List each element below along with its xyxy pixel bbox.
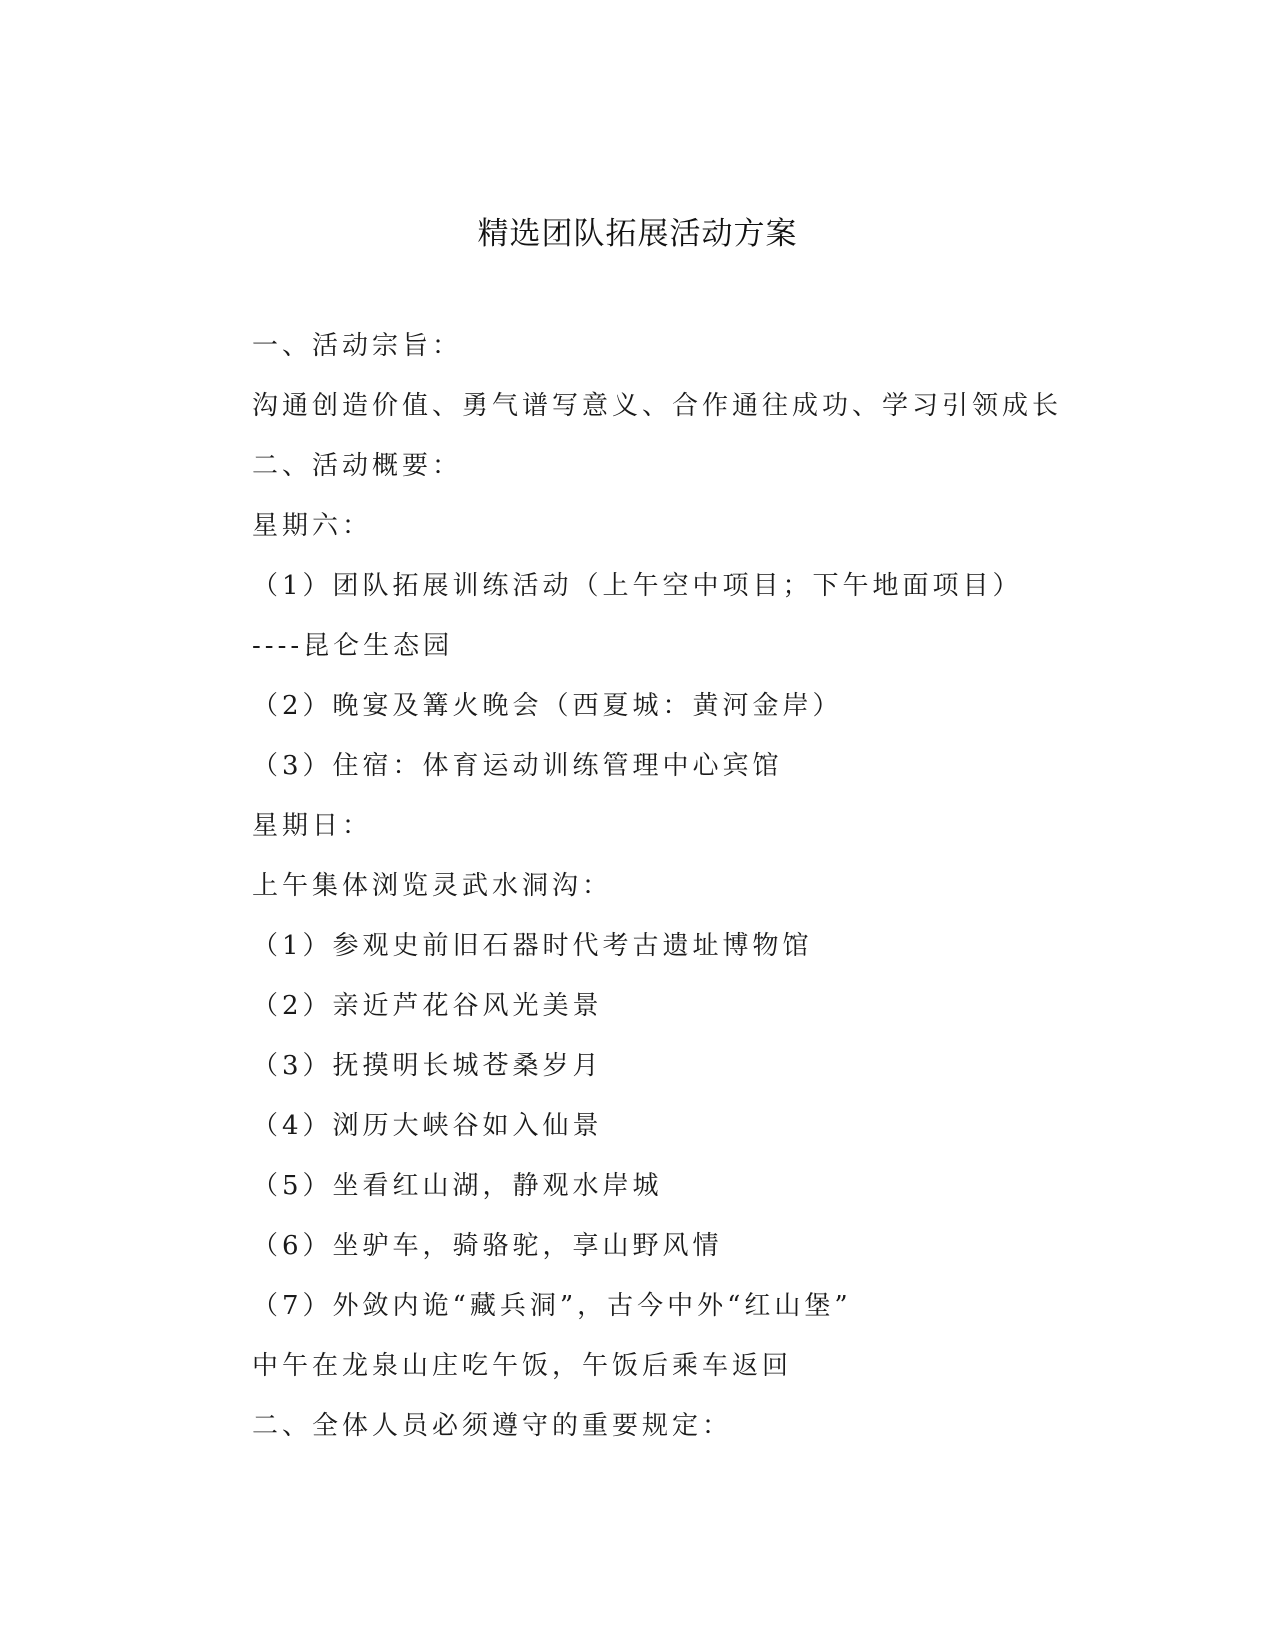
document-title: 精选团队拓展活动方案 — [477, 216, 798, 252]
list-item: （1）参观史前旧石器时代考古遗址博物馆 — [252, 931, 813, 961]
list-item: （5）坐看红山湖，静观水岸城 — [252, 1171, 663, 1201]
day-heading-saturday: 星期六： — [252, 511, 373, 541]
list-item: （3）抚摸明长城苍桑岁月 — [252, 1051, 603, 1081]
list-item: （1）团队拓展训练活动（上午空中项目；下午地面项目） — [252, 571, 1023, 601]
list-item: （2）亲近芦花谷风光美景 — [252, 991, 603, 1021]
list-item: （7）外敛内诡“藏兵洞”，古今中外“红山堡” — [252, 1291, 852, 1321]
list-item: （6）坐驴车，骑骆驼，享山野风情 — [252, 1231, 723, 1261]
section-heading-purpose: 一、活动宗旨： — [252, 331, 463, 361]
section-heading-overview: 二、活动概要： — [252, 451, 463, 481]
list-intro: 上午集体浏览灵武水洞沟： — [252, 871, 613, 901]
section-heading-rules: 二、全体人员必须遵守的重要规定： — [252, 1411, 733, 1441]
list-item: （4）浏历大峡谷如入仙景 — [252, 1111, 603, 1141]
paragraph: 中午在龙泉山庄吃午饭，午饭后乘车返回 — [252, 1351, 793, 1381]
document-body — [252, 331, 1063, 1471]
list-item: （3）住宿：体育运动训练管理中心宾馆 — [252, 751, 783, 781]
list-item: ----昆仑生态园 — [252, 631, 454, 661]
purpose-text: 沟通创造价值、勇气谱写意义、合作通往成功、学习引领成长 — [252, 391, 1063, 421]
day-heading-sunday: 星期日： — [252, 811, 373, 841]
list-item: （2）晚宴及篝火晚会（西夏城：黄河金岸） — [252, 691, 843, 721]
